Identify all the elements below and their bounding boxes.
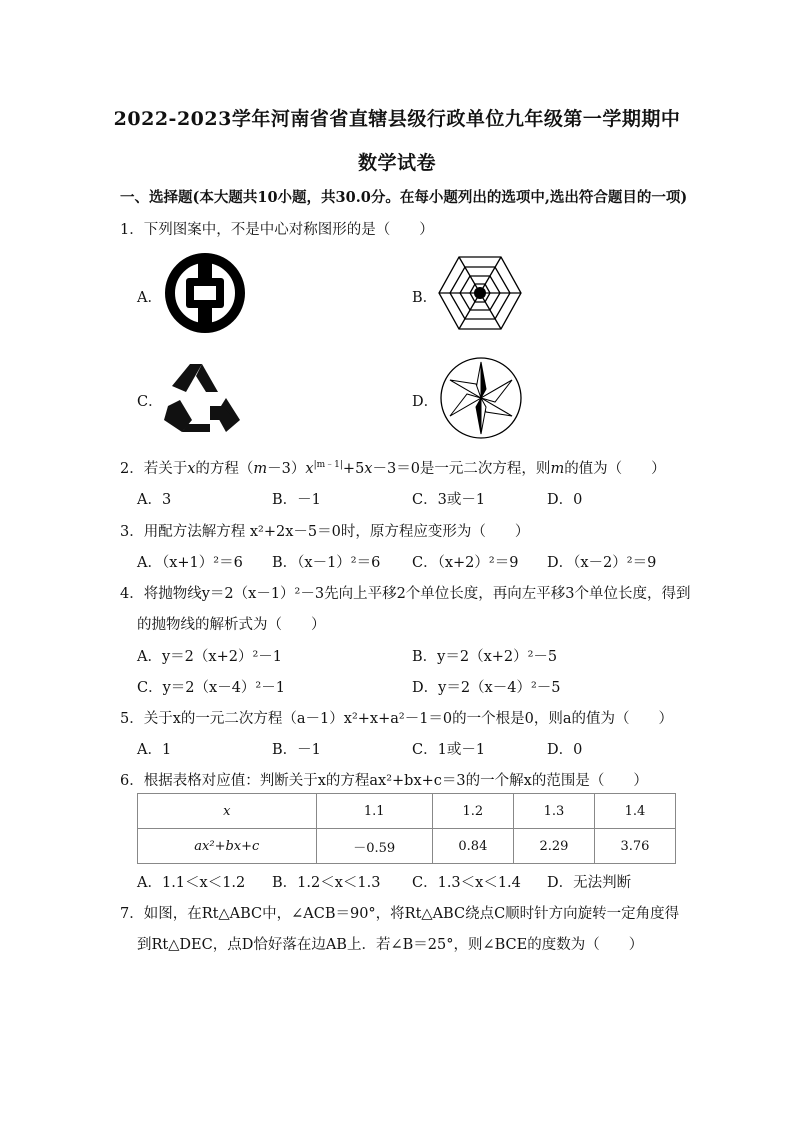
q7-stem-line2: 到Rt△DEC，点D恰好落在边AB上．若∠B＝25°，则∠BCE的度数为（ ） [137, 937, 644, 953]
table-row [138, 829, 676, 864]
q6-option-b: B．1.2＜x＜1.3 [272, 875, 381, 891]
exam-title-line1: 2022-2023学年河南省省直辖县级行政单位九年级第一学期期中 [113, 108, 681, 130]
q5-stem: 5．关于x的一元二次方程（a－1）x²+x+a²－1＝0的一个根是0，则a的值为（ ） [120, 711, 674, 727]
q1-label-d: D． [412, 394, 439, 410]
table-cell: 2.29 [513, 829, 594, 864]
table-cell: －0.59 [316, 829, 432, 864]
q3-stem: 3．用配方法解方程 x²+2x－5＝0时，原方程应变形为（ ） [120, 524, 530, 540]
q3-option-b: B．（x－1）²＝6 [272, 555, 381, 571]
bank-logo-figure [164, 252, 246, 334]
q1-stem: 1．下列图案中，不是中心对称图形的是（ ） [120, 222, 434, 238]
q2-option-a: A．3 [137, 492, 172, 508]
q3-option-a: A．（x+1）²＝6 [137, 555, 243, 571]
table-cell: ax²+bx+c [138, 829, 317, 864]
section-heading: 一、选择题(本大题共10小题，共30.0分。在每小题列出的选项中,选出符合题目的一项) [120, 189, 688, 206]
q2-stem: 2．若关于x的方程$(m-3)x^{|m﹣1|}+5x-3=0$是一元二次方程，则m的值为（ ） [120, 460, 666, 477]
exam-title-line2: 数学试卷 [357, 152, 436, 174]
q3-option-d: D．（x－2）²＝9 [547, 555, 657, 571]
q2-option-b: B．－1 [272, 492, 321, 508]
q2-option-d: D．0 [547, 492, 583, 508]
six-point-star-circle-figure [439, 356, 523, 440]
table-cell: 1.3 [513, 794, 594, 829]
q6-option-a: A．1.1＜x＜1.2 [137, 875, 246, 891]
q4-option-b: B．y＝2（x+2）²－5 [412, 649, 558, 665]
q4-option-a: A．y＝2（x+2）²－1 [137, 649, 282, 665]
table-row [138, 794, 676, 829]
table-cell: x [138, 794, 317, 829]
q6-option-c: C．1.3＜x＜1.4 [412, 875, 521, 891]
q3-option-c: C．（x+2）²＝9 [412, 555, 519, 571]
q6-option-d: D．无法判断 [547, 875, 632, 891]
spiderweb-hexagon-figure [438, 255, 522, 331]
table-cell: 1.4 [594, 794, 675, 829]
q5-option-a: A．1 [137, 742, 172, 758]
table-cell: 1.2 [432, 794, 513, 829]
table-cell: 0.84 [432, 829, 513, 864]
q1-label-b: B． [412, 290, 438, 306]
q4-stem-line2: 的抛物线的解析式为（ ） [137, 617, 326, 633]
q4-stem-line1: 4．将抛物线y＝2（x－1）²－3先向上平移2个单位长度，再向左平移3个单位长度，得到 [120, 586, 691, 602]
q6-value-table [137, 793, 676, 864]
q1-label-c: C． [137, 394, 163, 410]
q2-option-c: C．3或－1 [412, 492, 486, 508]
recycle-triangle-figure [162, 362, 242, 434]
table-cell: 3.76 [594, 829, 675, 864]
q6-stem: 6．根据表格对应值：判断关于x的方程ax²+bx+c＝3的一个解x的范围是（ ） [120, 773, 648, 789]
q5-option-d: D．0 [547, 742, 583, 758]
q1-label-a: A． [137, 290, 162, 306]
q4-option-c: C．y＝2（x－4）²－1 [137, 680, 285, 696]
table-cell: 1.1 [316, 794, 432, 829]
q5-option-b: B．－1 [272, 742, 321, 758]
q5-option-c: C．1或－1 [412, 742, 486, 758]
q4-option-d: D．y＝2（x－4）²－5 [412, 680, 561, 696]
q7-stem-line1: 7．如图，在Rt△ABC中，∠ACB＝90°，将Rt△ABC绕点C顺时针方向旋转一定角度得 [120, 906, 680, 922]
